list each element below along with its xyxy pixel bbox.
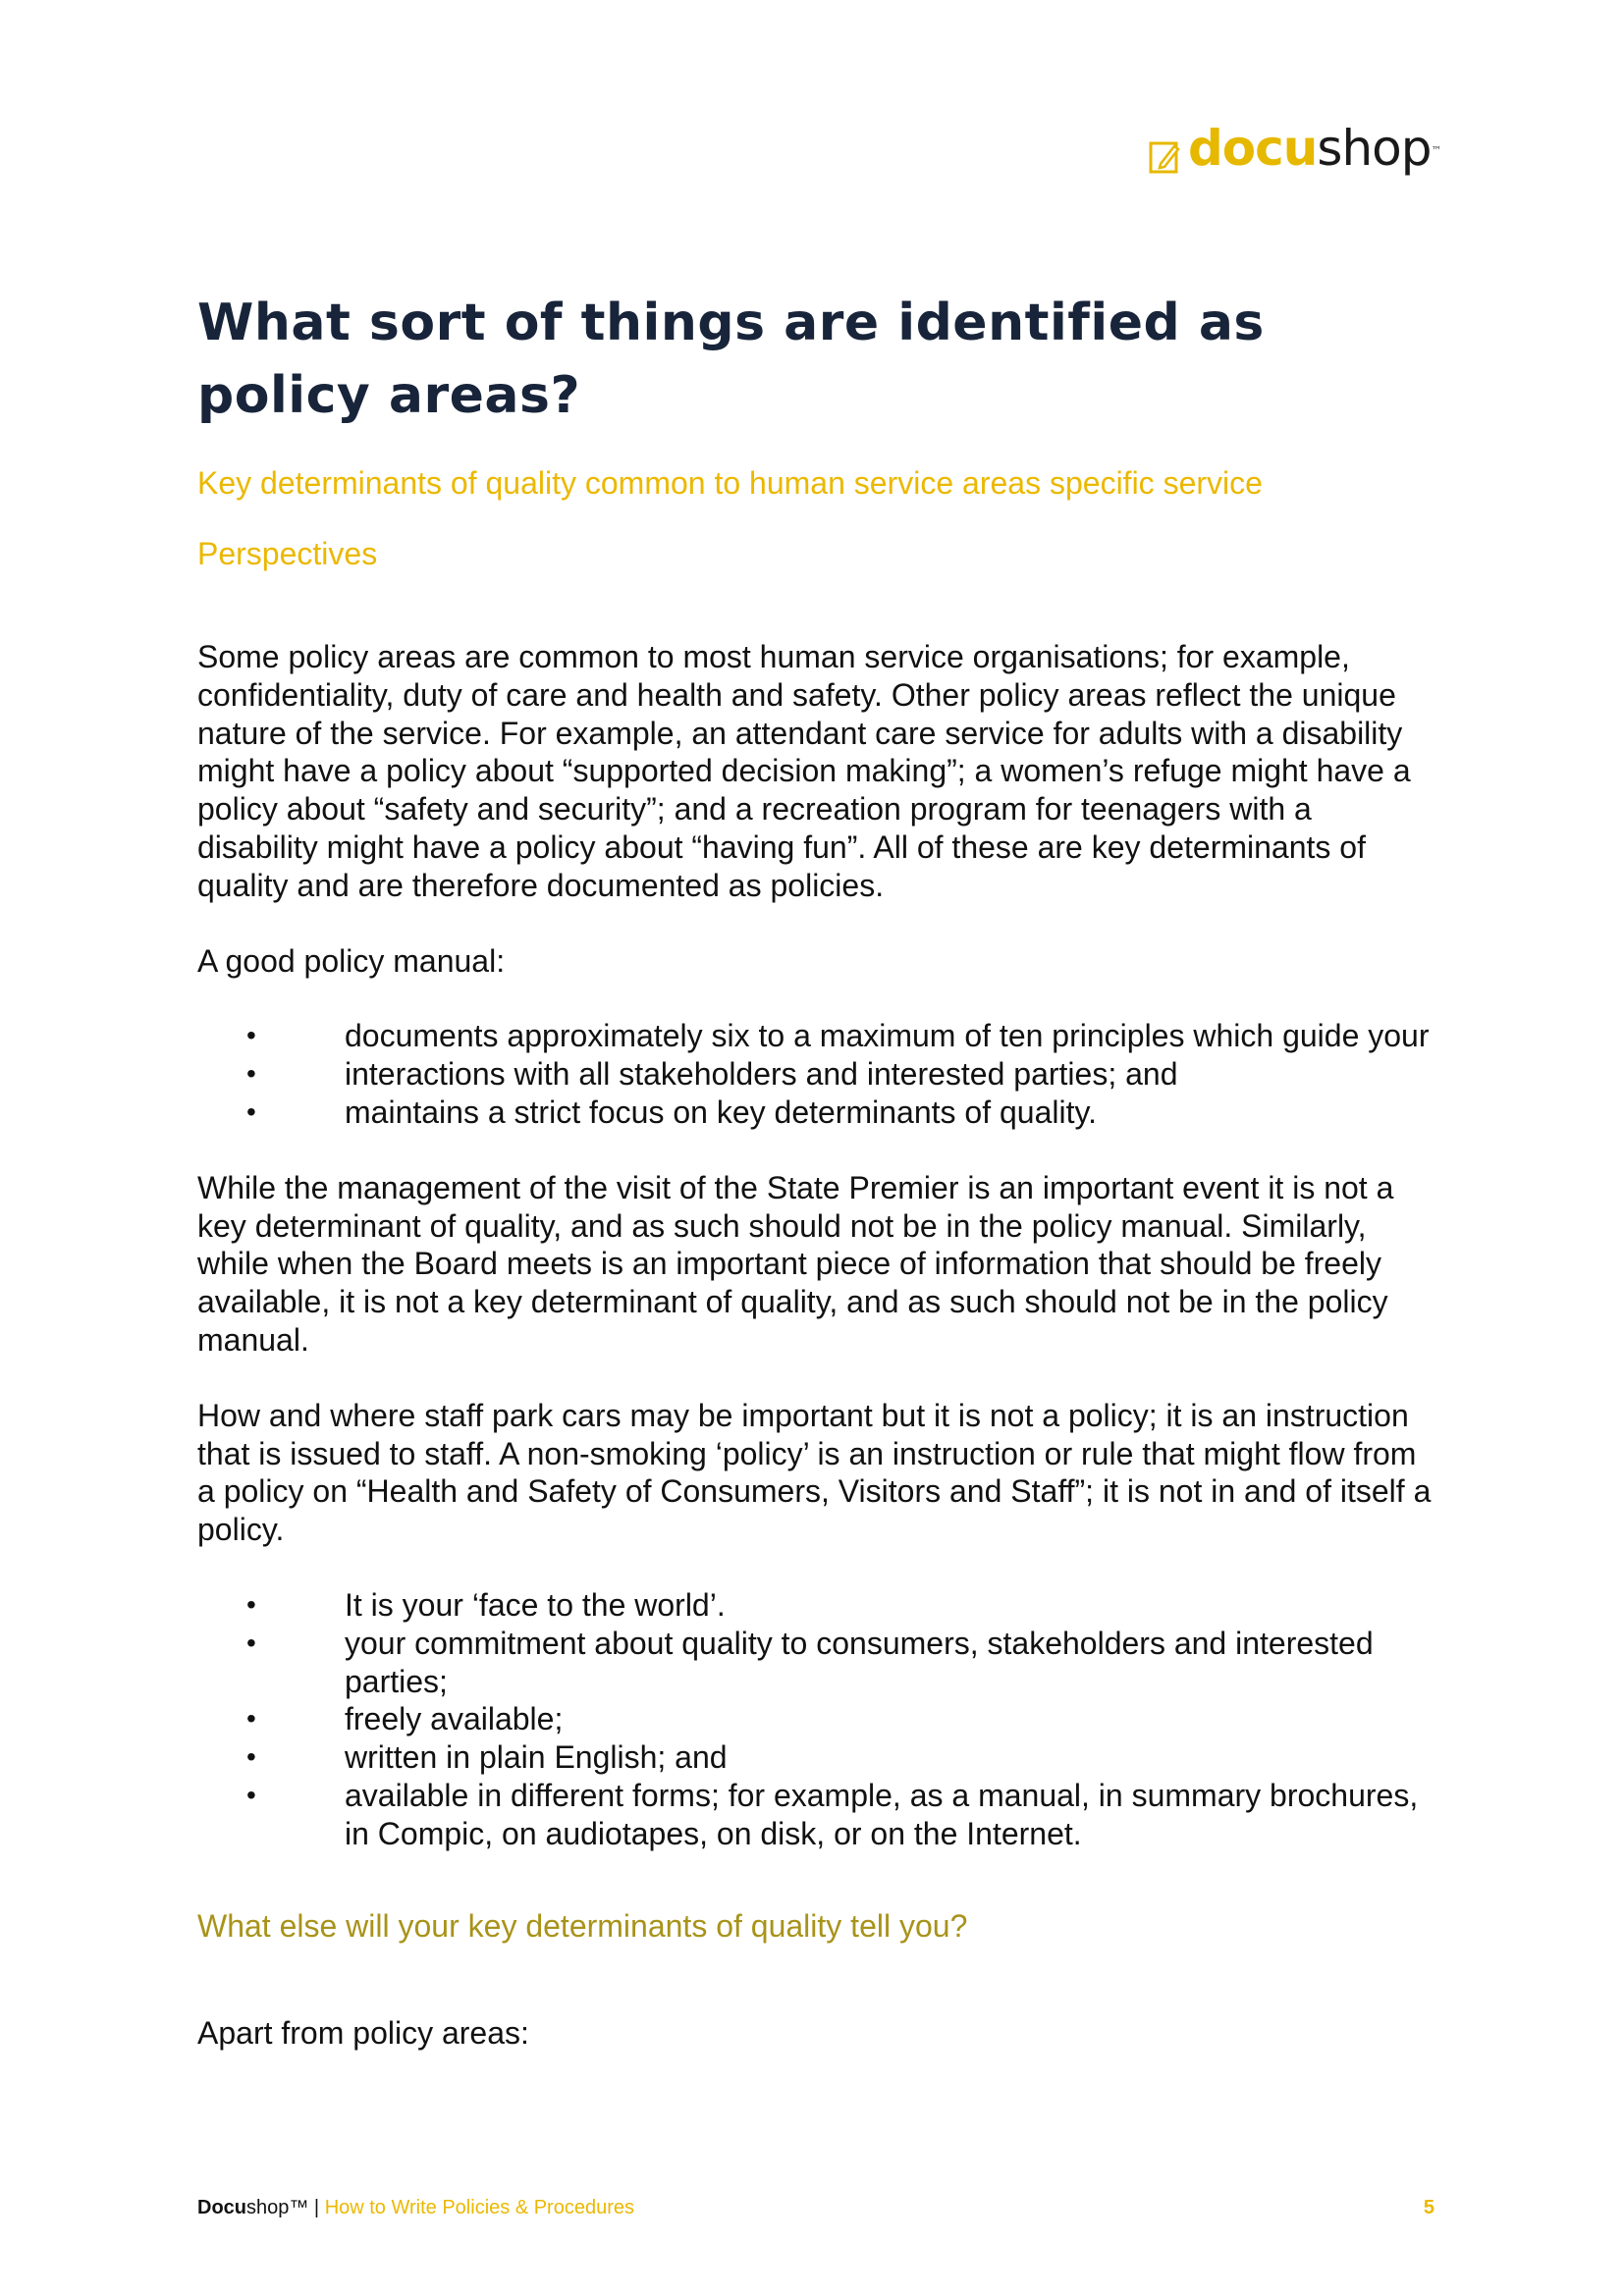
page-footer <box>197 2195 1434 2220</box>
list-item-text: maintains a strict focus on key determinants of quality. <box>345 1094 1097 1130</box>
bullet-icon: • <box>246 1627 256 1658</box>
list-item <box>197 1055 1434 1094</box>
paragraph-parking: How and where staff park cars may be important but it is not a policy; it is an instruction that is issued to staff. A non-smoking ‘policy’ is an instruction or rule that might flow from a policy on “Health and Safety of Consumers, Visitors and Staff”; it is not in and of itself a policy. <box>197 1397 1432 1548</box>
bullet-icon: • <box>246 1095 256 1127</box>
list-item-text: written in plain English; and <box>345 1739 728 1776</box>
paragraph-apart: Apart from policy areas: <box>197 2014 529 2051</box>
bullet-list-face <box>197 1586 1434 1853</box>
list-item <box>197 1586 1434 1625</box>
list-item <box>197 1777 1434 1853</box>
bullet-icon: • <box>246 1741 256 1773</box>
footer-document-title: How to Write Policies & Procedures <box>324 2197 634 2218</box>
list-item <box>197 1094 1434 1132</box>
footer-separator: | <box>308 2197 325 2218</box>
paragraph-premier: While the management of the visit of the State Premier is an important event it is not a key determinant of quality, and as such should not be in the policy manual. Similarly, while when the Board meets is an important piece of information that should be freely available, it is not a key determinant of quality, and as such should not be in the policy manual. <box>197 1169 1394 1358</box>
list-item-text: freely available; <box>345 1701 564 1737</box>
page-content <box>197 287 1434 2052</box>
document-pencil-icon <box>1147 130 1184 167</box>
list-item-text: It is your ‘face to the world’. <box>345 1586 726 1623</box>
subheading-key-determinants: Key determinants of quality common to human service areas specific service <box>197 465 1263 501</box>
paragraph-good-manual: A good policy manual: <box>197 942 506 979</box>
footer-brand-bold: Docu <box>197 2197 246 2218</box>
page-title: What sort of things are identified as policy areas? <box>197 294 1265 425</box>
paragraph-intro: Some policy areas are common to most human service organisations; for example, confidentiality, duty of care and health and safety. Other policy areas reflect the unique nature of the service. For example, an attendant care service for adults with a disability might have a policy about “supported decision making”; a women’s refuge might have a policy about “safety and security”; and a recreation program for teenagers with a disability might have a policy about “having fun”. All of these are key determinants of quality and are therefore documented as policies. <box>197 639 1411 903</box>
list-item <box>197 1738 1434 1777</box>
logo-trademark: ™ <box>1431 144 1441 157</box>
list-item-text: interactions with all stakeholders and interested parties; and <box>345 1056 1178 1093</box>
bullet-icon: • <box>246 1779 256 1810</box>
list-item <box>197 1017 1434 1055</box>
docushop-logo <box>1147 116 1440 181</box>
list-item-text: your commitment about quality to consumers, stakeholders and interested parties; <box>345 1625 1374 1699</box>
list-item-text: available in different forms; for example, as a manual, in summary brochures, in Compic, on audiotapes, on disk, or on the Internet. <box>345 1777 1419 1851</box>
logo-docu: docu <box>1188 120 1318 177</box>
bullet-icon: • <box>246 1058 256 1090</box>
list-item-text: documents approximately six to a maximum of ten principles which guide your <box>345 1018 1430 1054</box>
logo-shop: shop <box>1317 120 1432 177</box>
list-item <box>197 1700 1434 1738</box>
bullet-icon: • <box>246 1588 256 1620</box>
subheading-perspectives: Perspectives <box>197 536 378 571</box>
list-item <box>197 1625 1434 1701</box>
footer-left <box>197 2195 634 2220</box>
footer-brand-rest: shop™ <box>246 2197 309 2218</box>
bullet-list-manual <box>197 1017 1434 1131</box>
section-heading-what-else: What else will your key determinants of quality tell you? <box>197 1907 968 1944</box>
bullet-icon: • <box>246 1703 256 1735</box>
page-number: 5 <box>1423 2197 1434 2218</box>
bullet-icon: • <box>246 1020 256 1051</box>
